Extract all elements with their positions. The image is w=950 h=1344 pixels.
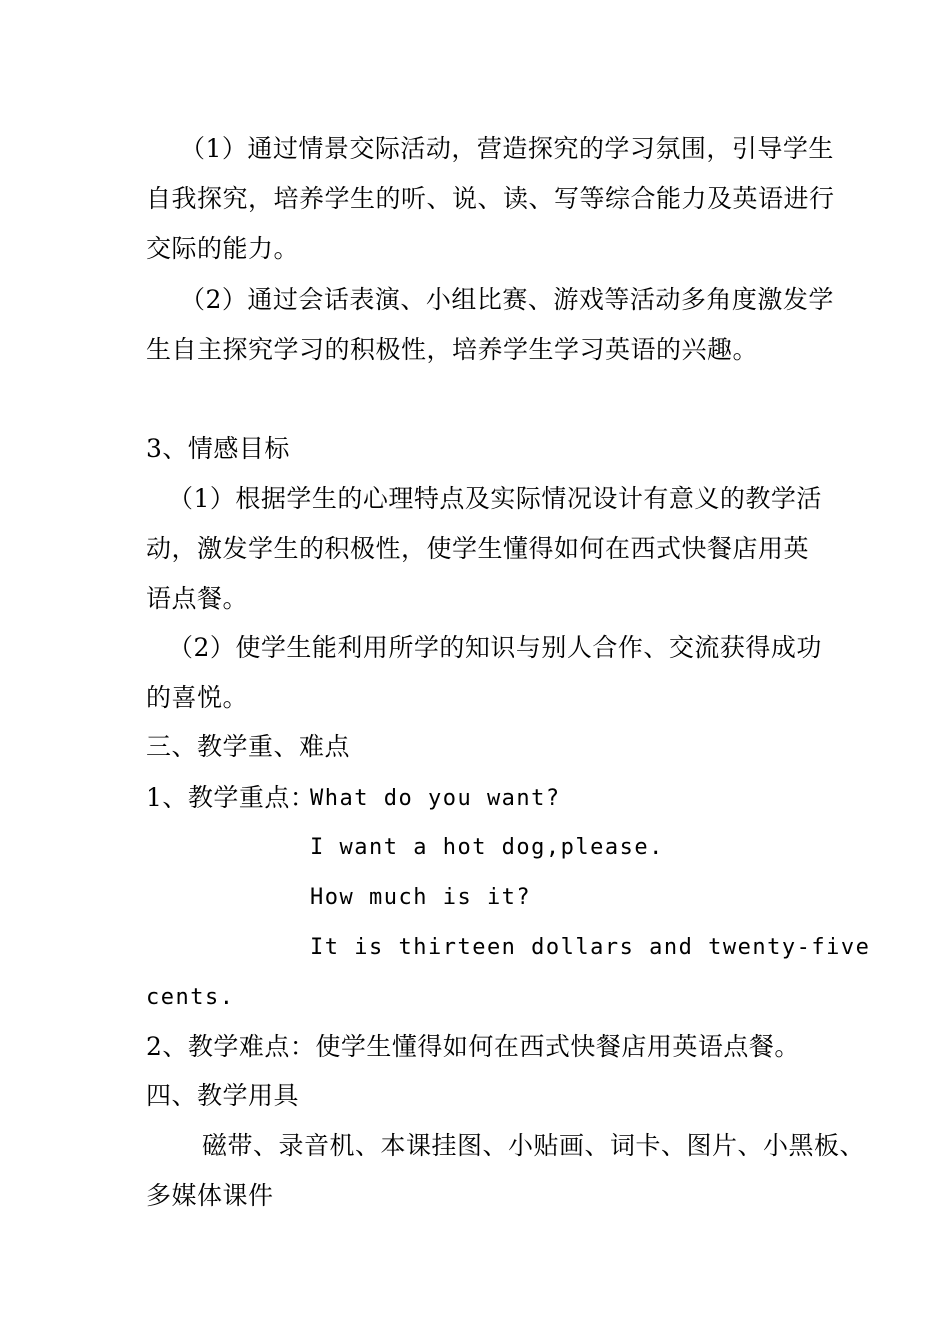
paragraph-line: 自我探究，培养学生的听、说、读、写等综合能力及英语进行 (146, 184, 835, 213)
key-point-label: 1、教学重点： (146, 783, 316, 812)
paragraph-line: 交际的能力。 (146, 234, 300, 263)
sentence-line: What do you want? (310, 786, 561, 811)
sentence-line: How much is it? (310, 885, 532, 910)
sentence-line: It is thirteen dollars and twenty-five (310, 935, 871, 960)
section-heading: 四、教学用具 (146, 1081, 300, 1110)
paragraph-line: 的喜悦。 (146, 683, 249, 712)
paragraph-line: （2）使学生能利用所学的知识与别人合作、交流获得成功 (168, 633, 822, 662)
difficult-point-line: 2、教学难点：使学生懂得如何在西式快餐店用英语点餐。 (146, 1032, 800, 1061)
section-heading: 三、教学重、难点 (146, 732, 351, 761)
sentence-line: I want a hot dog,please. (310, 835, 664, 860)
paragraph-line: 语点餐。 (146, 584, 249, 613)
sentence-line: cents. (146, 985, 235, 1010)
paragraph-line: （1）通过情景交际活动，营造探究的学习氛围，引导学生 (180, 134, 834, 163)
paragraph-line: 磁带、录音机、本课挂图、小贴画、词卡、图片、小黑板、 (202, 1131, 866, 1160)
paragraph-line: 动，激发学生的积极性，使学生懂得如何在西式快餐店用英 (146, 534, 810, 563)
section-heading: 3、情感目标 (146, 434, 290, 463)
paragraph-line: 多媒体课件 (146, 1181, 274, 1210)
paragraph-line: 生自主探究学习的积极性，培养学生学习英语的兴趣。 (146, 335, 759, 364)
paragraph-line: （1）根据学生的心理特点及实际情况设计有意义的教学活 (168, 484, 822, 513)
paragraph-line: （2）通过会话表演、小组比赛、游戏等活动多角度激发学 (180, 285, 834, 314)
